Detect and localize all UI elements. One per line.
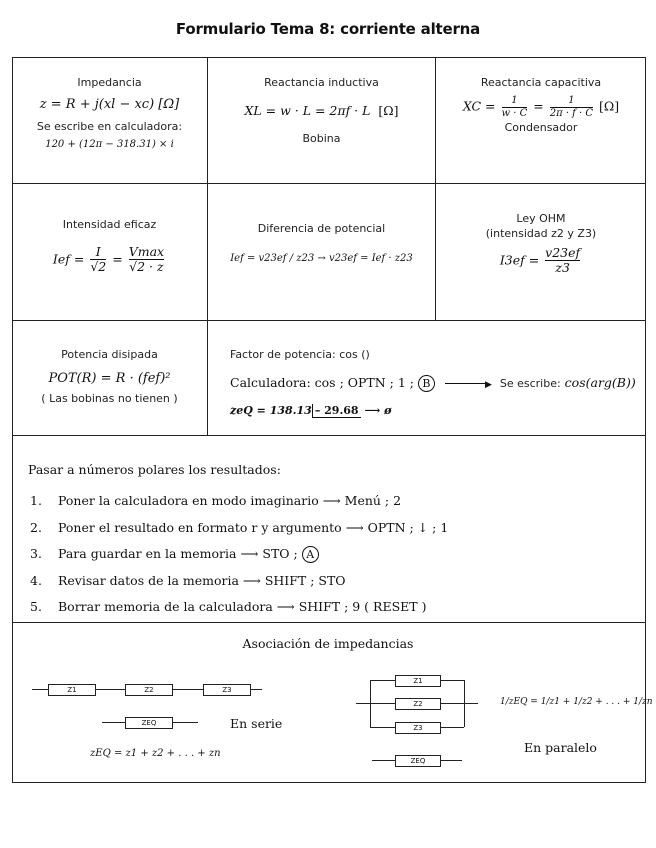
resistor-z3: Z3: [203, 684, 251, 696]
list-number: 5.: [30, 599, 42, 614]
intensidad-eficaz-lhs: Ief =: [52, 251, 85, 267]
list-number: 4.: [30, 572, 42, 588]
fraction-numerator: 1: [511, 95, 518, 106]
reactancia-capacitiva-formula: XC = $\frac{1}{w \cdot C}$ = $\frac{1}{2\pi \cdot f \cdot C}$ [Ω]: [462, 95, 620, 119]
resistor-z2-parallel: Z2: [395, 698, 441, 710]
ley-ohm-subheading: (intensidad z2 y Z3): [485, 227, 597, 240]
ley-ohm-lhs: I3ef =: [499, 252, 540, 268]
polares-list: [30, 488, 448, 621]
key-a-circle: A: [302, 546, 319, 563]
formula-table: [12, 57, 646, 783]
resistor-z3-parallel: Z3: [395, 722, 441, 734]
impedancia-formula: z = R + j(xl − xc) [Ω]: [39, 97, 180, 112]
factor-potencia-heading: Factor de potencia: cos (): [230, 348, 370, 361]
written-label: Se escribe:: [499, 377, 561, 390]
fraction-numerator: 1: [568, 95, 575, 106]
list-text: Poner la calculadora en modo imaginario: [58, 493, 319, 508]
list-number: 1.: [30, 493, 42, 508]
list-item: 5. Borrar memoria de la calculadora ⟶ SHIFT ; 9 ( RESET ): [30, 594, 448, 621]
zeq-line: zeQ = 138.13 – 29.68 ⟶ ø: [230, 404, 392, 417]
zeq-value: zeQ = 138.13: [230, 404, 312, 417]
phi-symbol: ø: [384, 404, 392, 417]
fraction-numerator: I: [95, 244, 101, 259]
list-text: Poner el resultado en formato r y argumento: [58, 519, 342, 535]
list-result: SHIFT ; 9 ( RESET ): [298, 599, 427, 614]
list-text: Borrar memoria de la calculadora: [58, 599, 273, 614]
impedancia-calc: 120 + (12π − 318.31) × i: [45, 139, 174, 150]
fraction-denominator: 2π · f · C: [549, 107, 594, 119]
list-result: OPTN ; ↓ ; 1: [367, 519, 449, 535]
page-title: Formulario Tema 8: corriente alterna: [175, 20, 481, 38]
reactancia-inductiva-lhs: XL = w · L = 2πf · L: [244, 103, 371, 118]
impedancia-cell: [12, 76, 207, 150]
intensidad-eficaz-heading: Intensidad eficaz: [62, 218, 157, 231]
condensador-label: Condensador: [504, 121, 578, 134]
reactancia-capacitiva-lhs: XC =: [462, 98, 496, 114]
arrow-line: [445, 383, 485, 384]
row-divider: [12, 435, 646, 436]
row-divider: [12, 320, 646, 321]
reactancia-capacitiva-unit: [Ω]: [599, 98, 620, 114]
reactancia-capacitiva-heading: Reactancia capacitiva: [480, 76, 602, 89]
list-result: STO ;: [262, 546, 298, 561]
fraction-denominator: z3: [545, 260, 580, 275]
parallel-wire-right: [464, 703, 478, 704]
fraction-denominator: w · C: [501, 107, 528, 119]
list-item: 3. Para guardar en la memoria ⟶ STO ; A: [30, 541, 448, 568]
list-text: Revisar datos de la memoria: [58, 572, 239, 588]
intensidad-eficaz-formula: Ief = $\frac{I}{√2}$ = $\frac{Vmax}{√2 \cdot z}$: [52, 244, 165, 275]
list-item: 2. Poner el resultado en formato r y argumento ⟶ OPTN ; ↓ ; 1: [30, 515, 448, 542]
list-item: 4. Revisar datos de la memoria ⟶ SHIFT ; STO: [30, 568, 448, 595]
reactancia-inductiva-formula: [208, 103, 435, 118]
list-item: 1. Poner la calculadora en modo imaginario ⟶ Menú ; 2: [30, 488, 448, 515]
parallel-bus-right: [464, 680, 465, 727]
written-value: cos(arg(B)): [564, 375, 636, 390]
potencia-formula: POT(R) = R · (fef)²: [48, 371, 171, 386]
diferencia-potencial-formula: Ief = v23ef / z23 → v23ef = Ief · z23: [230, 253, 413, 264]
factor-potencia-calc: [230, 375, 636, 392]
reactancia-capacitiva-cell: [436, 76, 646, 134]
ley-ohm-cell: [436, 212, 646, 276]
fraction-denominator: √2 · z: [129, 259, 164, 275]
row-divider: [12, 622, 646, 623]
list-number: 3.: [30, 546, 42, 561]
arrow-head-icon: ▶: [484, 380, 492, 390]
resistor-zeq-parallel: ZEQ: [395, 755, 441, 767]
resistor-zeq-serie: ZEQ: [125, 717, 173, 729]
list-number: 2.: [30, 519, 42, 535]
fraction-denominator: √2: [90, 259, 107, 275]
list-result: SHIFT ; STO: [264, 572, 346, 588]
bobina-label: Bobina: [302, 132, 341, 145]
asociacion-heading: Asociación de impedancias: [242, 636, 414, 651]
polares-heading: Pasar a números polares los resultados:: [28, 462, 281, 477]
key-b-circle: B: [418, 375, 435, 392]
potencia-heading: Potencia disipada: [61, 348, 158, 361]
reactancia-inductiva-unit: [Ω]: [378, 103, 399, 118]
fraction-numerator: v23ef: [545, 245, 581, 260]
potencia-cell: [12, 348, 207, 405]
diferencia-potencial-cell: [208, 222, 435, 264]
zeq-angle: – 29.68: [312, 404, 361, 418]
paralelo-formula: 1/zEQ = 1/z1 + 1/z2 + . . . + 1/zn: [500, 697, 653, 707]
serie-label: En serie: [230, 716, 283, 731]
impedancia-note: Se escribe en calculadora:: [36, 120, 183, 133]
resistor-z1-parallel: Z1: [395, 675, 441, 687]
fraction-numerator: Vmax: [128, 244, 165, 259]
parallel-wire-left: [356, 703, 370, 704]
serie-formula: zEQ = z1 + z2 + . . . + zn: [90, 748, 221, 759]
resistor-z1: Z1: [48, 684, 96, 696]
list-result: Menú ; 2: [344, 493, 402, 508]
paralelo-label: En paralelo: [524, 740, 597, 755]
potencia-note: ( Las bobinas no tienen ): [41, 392, 178, 405]
factor-potencia-calc-text: Calculadora: cos ; OPTN ; 1 ;: [230, 375, 414, 390]
reactancia-inductiva-cell: [208, 76, 435, 145]
intensidad-eficaz-cell: [12, 218, 207, 275]
row-divider: [12, 183, 646, 184]
ley-ohm-heading: Ley OHM: [516, 212, 566, 225]
diferencia-potencial-heading: Diferencia de potencial: [257, 222, 386, 235]
list-text: Para guardar en la memoria: [58, 546, 237, 561]
impedancia-heading: Impedancia: [77, 76, 142, 89]
reactancia-inductiva-heading: Reactancia inductiva: [264, 76, 379, 89]
resistor-z2: Z2: [125, 684, 173, 696]
ley-ohm-formula: [436, 246, 646, 276]
